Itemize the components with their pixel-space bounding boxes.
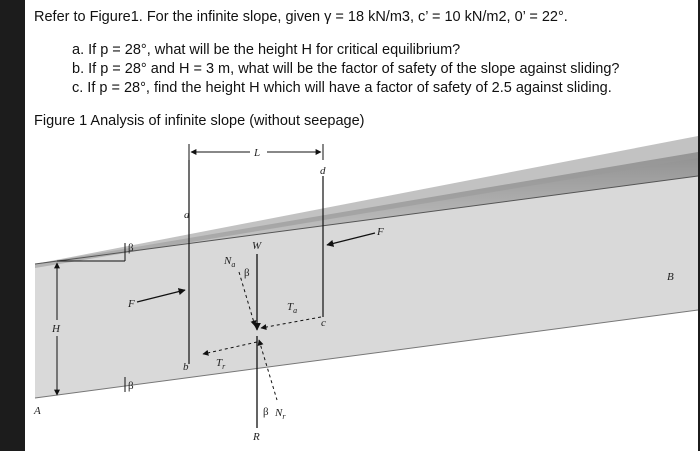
label-A: A — [34, 405, 41, 417]
label-Na: $N_a$ — [224, 255, 236, 269]
label-Ta: $T_a$ — [287, 301, 298, 315]
label-H: H — [52, 323, 60, 335]
label-c: c — [321, 317, 326, 329]
label-beta-R: β — [263, 406, 269, 418]
question-card — [25, 0, 698, 451]
label-Tr: $T_r$ — [216, 357, 226, 371]
label-beta-top: β — [128, 242, 134, 254]
label-W: W — [252, 240, 262, 252]
figure-caption: Figure 1 Analysis of infinite slope (without seepage) — [34, 113, 365, 129]
question-part-a: a. If p = 28°, what will be the height H for critical equilibrium? — [72, 42, 461, 58]
question-part-b: b. If p = 28° and H = 3 m, what will be the factor of safety of the slope against sliding? — [72, 61, 620, 77]
label-d: d — [320, 165, 326, 177]
label-b: b — [183, 361, 189, 373]
question-part-c: c. If p = 28°, find the height H which will have a factor of safety of 2.5 against sliding. — [72, 80, 612, 96]
label-a: a — [184, 209, 190, 221]
label-F-right: F — [377, 226, 384, 238]
question-intro: Refer to Figure1. For the infinite slope, given γ = 18 kN/m3, c’ = 10 kN/m2, 0’ = 22°. — [34, 9, 568, 25]
label-F-left: F — [128, 298, 135, 310]
label-L: L — [254, 147, 261, 159]
label-Nr: $N_r$ — [275, 407, 286, 421]
label-beta-W: β — [244, 267, 250, 279]
label-beta-bottom: β — [128, 380, 134, 392]
label-B: B — [667, 271, 674, 283]
label-R: R — [253, 431, 260, 443]
slope-figure — [25, 0, 698, 451]
